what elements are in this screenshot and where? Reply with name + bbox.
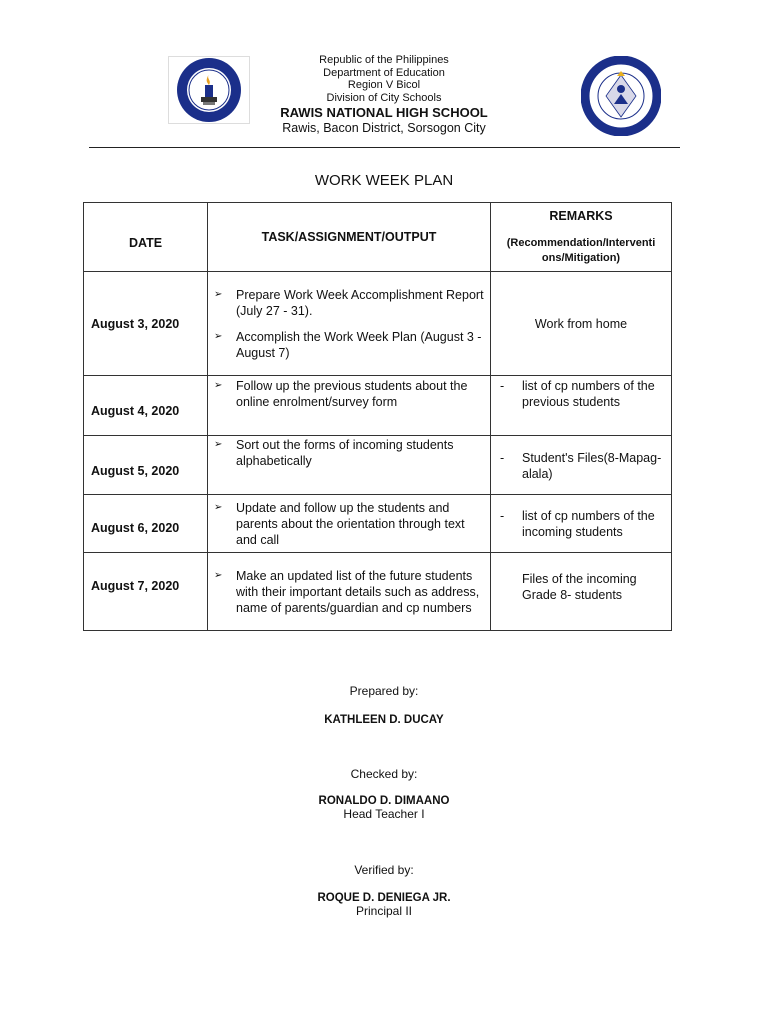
table-row [84, 495, 672, 553]
checked-by-label: Checked by: [350, 767, 418, 781]
task-item: ➢ Make an updated list of the future students with their important details such as address, name of parents/guardian and cp numbers [236, 568, 484, 616]
row-tasks [208, 436, 491, 495]
table-row [84, 436, 672, 495]
row-remarks [491, 495, 672, 553]
checked-by-position: Head Teacher I [343, 807, 425, 821]
row-date: August 7, 2020 [84, 553, 208, 631]
remarks-header-label: REMARKS [549, 208, 613, 223]
table-header-row [84, 203, 672, 272]
checked-by-block [0, 795, 768, 821]
header-line: Department of Education [323, 66, 445, 79]
row-tasks [208, 495, 491, 553]
remarks-text: - Student's Files(8-Mapag-alala) [497, 450, 665, 482]
document-title: WORK WEEK PLAN [314, 172, 454, 189]
row-tasks [208, 272, 491, 376]
row-date: August 5, 2020 [84, 436, 208, 495]
table-row [84, 553, 672, 631]
school-name: RAWIS NATIONAL HIGH SCHOOL [280, 105, 488, 120]
checked-by-name: RONALDO D. DIMAANO [318, 795, 450, 807]
remarks-text: - list of cp numbers of the incoming students [497, 508, 665, 540]
work-week-plan-table [83, 202, 672, 631]
header-divider [89, 147, 680, 148]
row-remarks [491, 436, 672, 495]
column-header-date: DATE [84, 203, 208, 272]
prepared-by-block [0, 712, 768, 726]
verified-by-position: Principal II [355, 904, 413, 918]
row-date: August 4, 2020 [84, 376, 208, 436]
task-item: ➢ Accomplish the Work Week Plan (August 3 - August 7) [236, 329, 484, 361]
school-address: Rawis, Bacon District, Sorsogon City [282, 121, 486, 135]
header-line: Republic of the Philippines [319, 54, 449, 66]
verified-by-label: Verified by: [354, 863, 414, 877]
task-item: ➢ Sort out the forms of incoming students alphabetically [236, 437, 484, 469]
prepared-by-name: KATHLEEN D. DUCAY [324, 714, 444, 726]
row-date: August 3, 2020 [84, 272, 208, 376]
header-line: Division of City Schools [326, 91, 442, 104]
column-header-remarks [491, 203, 672, 272]
task-item: ➢ Prepare Work Week Accomplishment Report (July 27 - 31). [236, 287, 484, 319]
table-row [84, 376, 672, 436]
table-row [84, 272, 672, 376]
header-line: Region V Bicol [347, 79, 421, 91]
task-item: ➢ Update and follow up the students and parents about the orientation through text and call [236, 500, 484, 548]
row-date: August 6, 2020 [84, 495, 208, 553]
remarks-header-sub: (Recommendation/Interventi ons/Mitigation) [506, 236, 656, 264]
task-item: ➢ Follow up the previous students about the online enrolment/survey form [236, 378, 484, 410]
row-remarks [491, 553, 672, 631]
column-header-task: TASK/ASSIGNMENT/OUTPUT [208, 203, 491, 272]
verified-by-block [0, 892, 768, 918]
row-remarks: Work from home [491, 272, 672, 376]
verified-by-name: ROQUE D. DENIEGA JR. [317, 892, 451, 904]
row-tasks [208, 376, 491, 436]
prepared-by-label: Prepared by: [349, 684, 419, 698]
remarks-text: - list of cp numbers of the previous students [497, 378, 665, 410]
remarks-text: Files of the incoming Grade 8- students [522, 571, 637, 602]
row-tasks [208, 553, 491, 631]
row-remarks [491, 376, 672, 436]
deped-seal [581, 56, 661, 136]
